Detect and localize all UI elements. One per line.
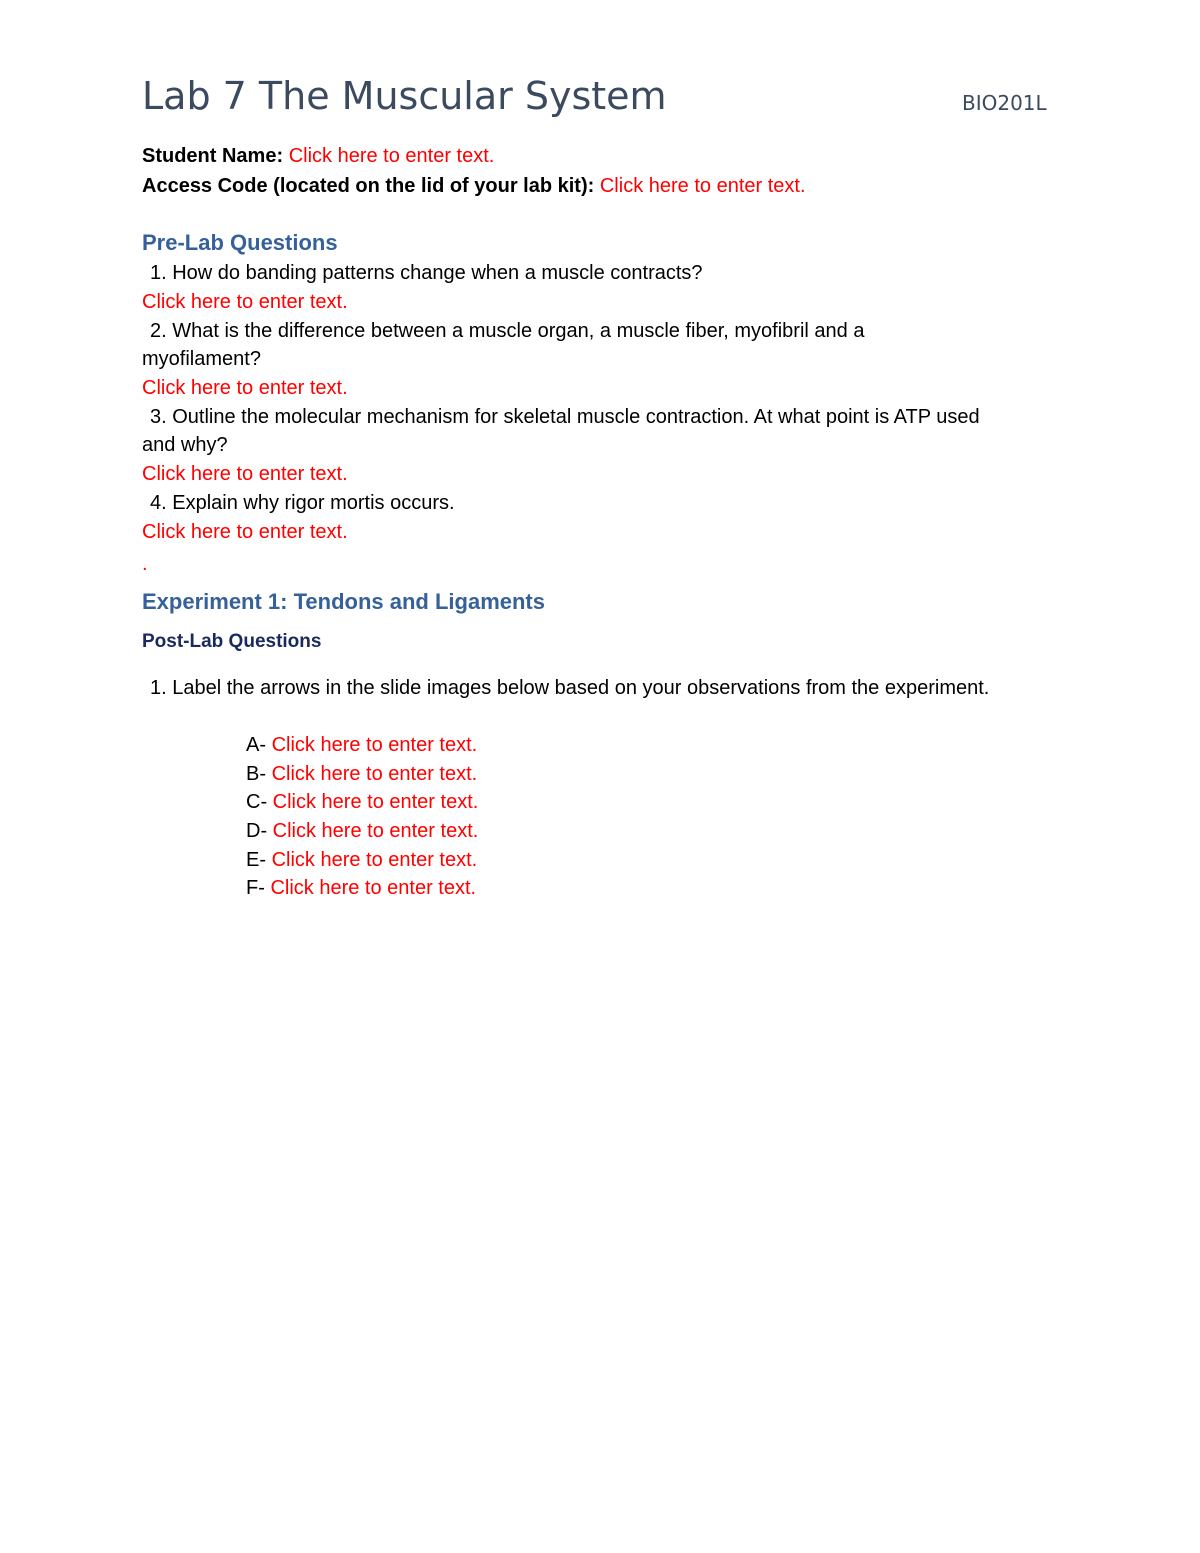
prelab-question-4: 4. Explain why rigor mortis occurs. <box>150 492 455 514</box>
student-name-row <box>142 142 494 170</box>
prelab-answer-3[interactable]: Click here to enter text. <box>142 463 348 485</box>
label-row-e <box>246 846 477 874</box>
trailing-mark: . <box>142 553 148 575</box>
prelab-answer-1[interactable]: Click here to enter text. <box>142 291 348 313</box>
experiment1-heading: Experiment 1: Tendons and Ligaments <box>142 589 545 614</box>
student-name-field[interactable]: Click here to enter text. <box>288 145 495 167</box>
page-title: Lab 7 The Muscular System <box>142 74 667 118</box>
label-field-e[interactable]: Click here to enter text. <box>271 849 478 871</box>
postlab-heading: Post-Lab Questions <box>142 631 322 652</box>
label-letter: C- <box>246 791 268 813</box>
label-letter: E- <box>246 849 266 871</box>
access-code-label: Access Code (located on the lid of your lab kit): <box>142 175 595 197</box>
prelab-question-3: 3. Outline the molecular mechanism for skeletal muscle contraction. At what point is ATP used <box>150 406 980 428</box>
prelab-question-3-cont: and why? <box>142 434 228 456</box>
prelab-question-2-cont: myofilament? <box>142 348 261 370</box>
label-field-b[interactable]: Click here to enter text. <box>271 763 478 785</box>
label-letter: A- <box>246 734 266 756</box>
prelab-heading: Pre-Lab Questions <box>142 230 338 255</box>
label-letter: D- <box>246 820 268 842</box>
postlab-question-1: 1. Label the arrows in the slide images below based on your observations from the experiment. <box>150 677 990 699</box>
prelab-answer-2[interactable]: Click here to enter text. <box>142 377 348 399</box>
label-row-b <box>246 760 477 788</box>
label-field-a[interactable]: Click here to enter text. <box>271 734 478 756</box>
student-name-label: Student Name: <box>142 145 284 167</box>
label-field-f[interactable]: Click here to enter text. <box>270 877 477 899</box>
label-field-c[interactable]: Click here to enter text. <box>272 791 479 813</box>
label-field-d[interactable]: Click here to enter text. <box>272 820 479 842</box>
prelab-question-2: 2. What is the difference between a muscle organ, a muscle fiber, myofibril and a <box>150 320 865 342</box>
access-code-field[interactable]: Click here to enter text. <box>599 175 806 197</box>
label-letter: F- <box>246 877 265 899</box>
course-code: BIO201L <box>962 91 1047 115</box>
label-row-c <box>246 788 478 816</box>
label-row-d <box>246 817 478 845</box>
label-row-a <box>246 731 477 759</box>
access-code-row <box>142 172 806 200</box>
prelab-answer-4[interactable]: Click here to enter text. <box>142 521 348 543</box>
prelab-question-1: 1. How do banding patterns change when a muscle contracts? <box>150 262 703 284</box>
label-letter: B- <box>246 763 266 785</box>
label-row-f <box>246 874 476 902</box>
